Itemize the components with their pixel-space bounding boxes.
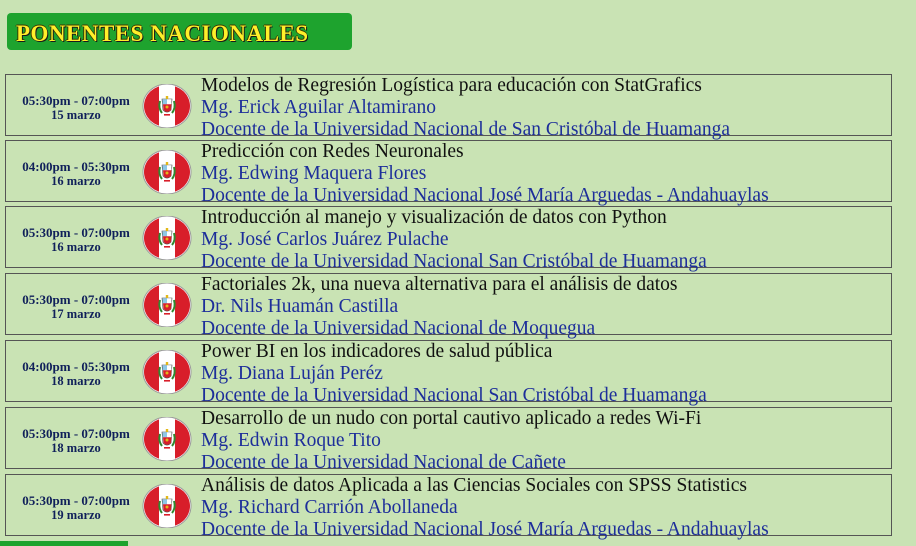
session-date: 18 marzo [51,374,101,388]
session-time-block [12,159,140,189]
session-time-block [12,359,140,389]
section-header [7,13,352,50]
peru-flag-icon [142,484,192,528]
peru-flag-icon [142,417,192,461]
session-time-block [12,292,140,322]
speaker-institution: Docente de la Universidad Nacional San Cristóbal de Huamanga [201,385,707,406]
session-date: 18 marzo [51,441,101,455]
speaker-name: Mg. Edwing Maquera Flores [201,163,427,184]
session-row [5,407,892,473]
session-time: 05:30pm - 07:00pm [22,292,130,307]
session-date: 16 marzo [51,174,101,188]
talk-title: Predicción con Redes Neuronales [201,141,464,162]
session-time: 05:30pm - 07:00pm [22,93,130,108]
session-time: 04:00pm - 05:30pm [22,159,130,174]
session-time-block [12,493,140,523]
bottom-accent-bar [0,541,128,546]
session-date: 17 marzo [51,307,101,321]
peru-flag-icon [142,84,192,128]
session-time: 05:30pm - 07:00pm [22,493,130,508]
talk-title: Análisis de datos Aplicada a las Ciencias Sociales con SPSS Statistics [201,475,747,496]
speaker-institution: Docente de la Universidad Nacional de Moquegua [201,318,596,339]
talk-title: Modelos de Regresión Logística para educación con StatGrafics [201,75,702,96]
session-row [5,273,892,339]
session-date: 16 marzo [51,240,101,254]
peru-flag-icon [142,216,192,260]
speaker-name: Dr. Nils Huamán Castilla [201,296,399,317]
talk-title: Desarrollo de un nudo con portal cautivo aplicado a redes Wi-Fi [201,408,702,429]
speaker-name: Mg. Erick Aguilar Altamirano [201,97,437,118]
section-title: PONENTES NACIONALES [16,21,309,46]
peru-flag-icon [142,350,192,394]
talk-title: Power BI en los indicadores de salud pública [201,341,553,362]
session-date: 19 marzo [51,508,101,522]
session-row [5,474,892,540]
speaker-name: Mg. Richard Carrión Abollaneda [201,497,458,518]
peru-flag-icon [142,283,192,327]
speaker-institution: Docente de la Universidad Nacional de Cañete [201,452,566,473]
session-time-block [12,426,140,456]
speaker-institution: Docente de la Universidad Nacional José María Arguedas - Andahuaylas [201,519,769,540]
session-time: 04:00pm - 05:30pm [22,359,130,374]
session-time-block [12,93,140,123]
session-date: 15 marzo [51,108,101,122]
session-time: 05:30pm - 07:00pm [22,225,130,240]
session-row [5,340,892,406]
talk-title: Factoriales 2k, una nueva alternativa para el análisis de datos [201,274,678,295]
session-time: 05:30pm - 07:00pm [22,426,130,441]
session-row [5,206,892,272]
speaker-institution: Docente de la Universidad Nacional José María Arguedas - Andahuaylas [201,185,769,206]
peru-flag-icon [142,150,192,194]
session-row [5,74,892,140]
speaker-institution: Docente de la Universidad Nacional de San Cristóbal de Huamanga [201,119,731,140]
speaker-name: Mg. Edwin Roque Tito [201,430,381,451]
talk-title: Introducción al manejo y visualización de datos con Python [201,207,667,228]
session-time-block [12,225,140,255]
speaker-name: Mg. José Carlos Juárez Pulache [201,229,449,250]
speaker-institution: Docente de la Universidad Nacional San Cristóbal de Huamanga [201,251,707,272]
speaker-name: Mg. Diana Luján Peréz [201,363,383,384]
session-row [5,140,892,206]
